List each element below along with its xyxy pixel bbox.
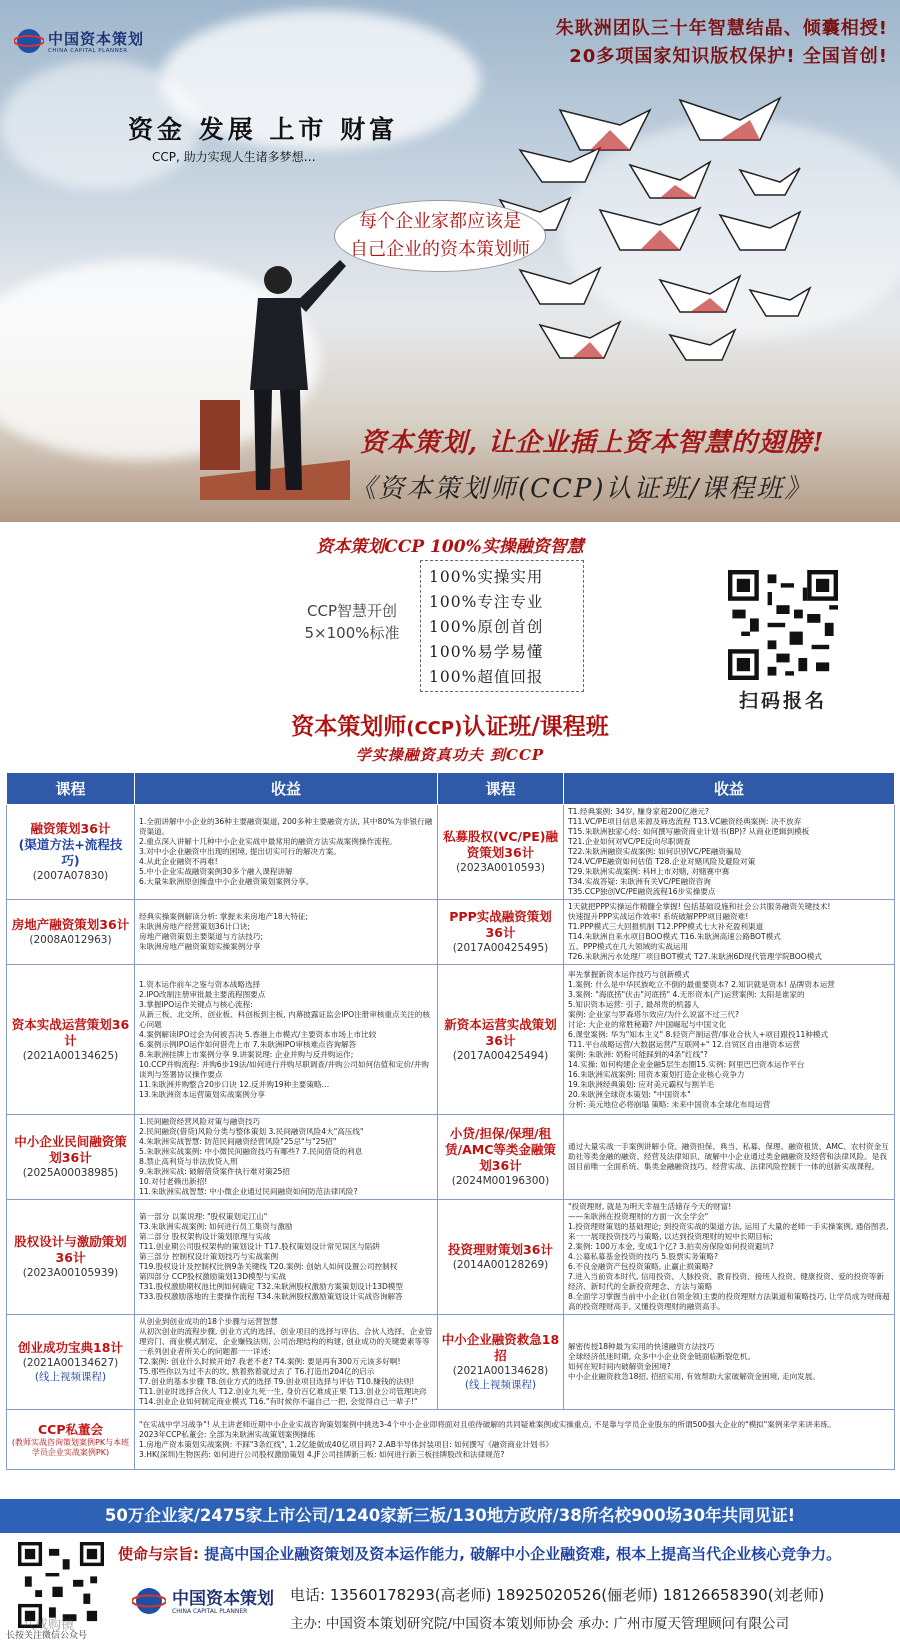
benefit-line: 3.HK(深圳)生物医药: 如何进行公司股权激励策划 4.JF公司挂牌新三板: 如何进行新三板挂牌股改和法律规范? — [139, 1449, 505, 1459]
testimonial-banner: 50万企业家/2475家上市公司/1240家新三板/130地方政府/38所名校900场30年共同见证! — [0, 1499, 900, 1533]
benefit-line: 讨论: 大企业的常胜秘籍? /中国崛起与中国文化 — [568, 1019, 727, 1029]
benefit-line: T35.CCP独创VC/PE融资流程16步实操要点 — [568, 887, 716, 896]
table-row — [7, 1200, 895, 1315]
course-name-cell — [438, 900, 564, 965]
intro-title: 资本策划CCP 100%实操融资智慧 — [316, 537, 584, 557]
table-row-private-board — [7, 1410, 895, 1470]
benefit-line: 快速提升PPP实战运作效率! 系统破解PPP项目融资难! — [568, 912, 749, 921]
benefit-line: 6.大量朱耿洲原创操盘中小企业融资策划案例分享。 — [139, 877, 314, 886]
percent-item: 100%原创首创 — [429, 618, 544, 636]
tagline-2: 20多项国家知识版权保护! 全国首创! — [569, 46, 888, 67]
benefit-line: 通过大量实战一手案例讲解小贷、融资担保、典当、私募、保理、融资租赁、AMC、农村资金互助社等类金融的融资、经营及法律知识、破解中小企业通过类金融融资及经营和法律风险。是我国目前唯一全面系统、集类金融融资技巧、经营实战、法律风险控制于一体的创新实战课程。 — [568, 1142, 889, 1171]
signup-qr-code[interactable] — [728, 570, 838, 680]
footer-logo — [132, 1578, 282, 1626]
course-benefit-cell — [135, 1115, 438, 1200]
course-benefit-cell — [564, 1200, 895, 1315]
percent-item: 100%实操实用 — [429, 568, 544, 586]
benefit-line: 案例: 企业家与罗森塔尔效应/为什么说富不过三代? — [568, 1009, 740, 1019]
table-row — [7, 805, 895, 900]
course-benefit-cell — [135, 805, 438, 900]
benefit-line: T31.股权激励期权池比例如何确定 T32.朱耿洲股权激励方案策划设计13D模型 — [139, 1282, 403, 1291]
course-format: (线上视频课程) — [34, 1371, 107, 1383]
benefit-line: 8.全面学习掌握当前中小企业(自领金领)主要的投资理财方法渠道和策略技巧, 让学员成为财商超高的投资理财高手, 又懂投资理财的融资高手。 — [568, 1292, 890, 1311]
course-subtitle: (教师实战咨询策划案例PK与本班学员企业实战案例PK) — [11, 1437, 130, 1457]
ccp-standard-line-2: 5×100%标准 — [304, 624, 400, 642]
benefit-line: 1.民间融资经营风险对策与融资技巧 — [139, 1117, 261, 1126]
course-benefit-cell — [564, 965, 895, 1115]
course-code: (2021A00134627) — [22, 1357, 119, 1369]
benefit-line: ——朱耿洲在投资理财的方面一次全学会" — [568, 1212, 709, 1221]
hero-banner — [0, 0, 900, 522]
hero-course-title: 《资本策划师(CCP)认证班/课程班》 — [350, 474, 813, 504]
course-benefit-cell — [135, 900, 438, 965]
course-code: (2007A07830) — [32, 870, 109, 882]
benefit-line: 3.对中小企业融资中出现的困境, 提出切实可行的解决方案。 — [139, 847, 341, 856]
course-benefit-cell — [135, 1410, 895, 1470]
benefit-line: 8.朱耿洲挂牌上市案例分享 9.讲案说理: 企业并购与反并购运作; — [139, 1049, 354, 1059]
course-benefit-cell — [564, 900, 895, 965]
course-title: 投资理财策划36计 — [448, 1242, 553, 1257]
course-name-cell — [7, 1315, 135, 1410]
main-title-part: 资本策划师 — [291, 714, 407, 740]
course-name-cell — [7, 965, 135, 1115]
benefit-line: T2.案例: 创业什么时候开始? 我老不老? T4.案例: 要是再有300万元该多好啊! — [139, 1357, 401, 1366]
course-code: (2021A00134625) — [22, 1049, 119, 1062]
slogan: 资金 发展 上市 财富 — [128, 115, 399, 144]
benefit-line: 2.案例: 100万本金, 变成1个亿? 3.拍卖房保险如何投资避坑? — [568, 1242, 774, 1251]
table-row — [7, 1115, 895, 1200]
course-title: 房地产融资策划36计 — [11, 917, 130, 932]
benefit-line: 第二部分 股权架构设计策划原理与实战 — [139, 1232, 271, 1241]
benefit-line: 朱耿洲房地产经营策划36计口诀; — [139, 922, 250, 931]
benefit-line: 从创业到创业成功的18个步骤与运营智慧 — [139, 1317, 278, 1326]
benefit-line: T26.朱耿洲污水处理厂项目BOT模式 T27.朱耿洲6D现代管理学院BOO模式 — [568, 952, 822, 961]
course-code: (2023A00105939) — [22, 1267, 119, 1279]
benefit-line: 5.知识资本运营: 引子, 最昂贵的机器人 — [568, 999, 699, 1009]
benefit-line: "在实战中学习战争"! 从主讲老师近期中小企业实战咨询策划案例中挑选3-4个中小企业即将面对且亟待破解的共同疑难案例或实操重点, 不是靠与学员企业股东的所谓500强大企业的"模拟"案例来学来讲来练。 — [139, 1419, 836, 1429]
benefit-line: 4.案例解读IPO过会为何被否决 5.香港上市模式/主要资本市场上市比较 — [139, 1029, 377, 1039]
company-logo — [14, 22, 154, 62]
benefit-line: 案例: 朱耿洲: 奶粉可能踩到的4条"红线"? — [568, 1049, 708, 1059]
benefit-line: 5.朱耿洲实战案例: 中小微民间融资技巧有哪些? 7.民间借贷的利息 — [139, 1147, 363, 1156]
benefit-line: T15.朱耿洲独家心经: 如何撰写融资商业计划书(BP)? 从商业逻辑到模板 — [568, 827, 810, 836]
benefit-line: 10.CCP并购流程: 并购6步19法/如何进行并购尽职调查/并购公司如何估值和定价/并购谈判与签署协议操作要点 — [139, 1059, 429, 1079]
benefit-line: 6.不良金融资产包投资策略, 止赢止损策略? — [568, 1262, 714, 1271]
benefit-line: 11.朱耿洲并购整合20步口诀 12.反并购19种主要策略… — [139, 1079, 330, 1089]
course-title: 私募股权(VC/PE)融资策划36计 — [442, 829, 559, 860]
benefit-line: 6.案例示例IPO运作如何借壳上市 7.朱耿洲IPO审核难点咨询解答 — [139, 1039, 357, 1049]
logo-subtext: CHINA CAPITAL PLANNER — [48, 48, 128, 54]
benefit-line: 9.朱耿洲实战: 破解借贷案件执行难对策25招 — [139, 1167, 290, 1176]
percent-list — [420, 560, 584, 692]
course-name-cell — [438, 1200, 564, 1315]
course-code: (2017A00425495) — [452, 942, 549, 954]
mission-label: 使命与宗旨: — [118, 1545, 199, 1563]
benefit-line: T22.朱耿洲融资实战案例: 如何识别VC/PE融资骗局 — [568, 847, 742, 856]
course-name-cell — [7, 1410, 135, 1470]
benefit-line: T33.股权激励落地的主要操作流程 T34.朱耿洲股权激励策划设计实战咨询解答 — [139, 1292, 403, 1301]
mission-statement — [118, 1543, 841, 1564]
course-name-cell — [7, 1200, 135, 1315]
benefit-line: 2023年CCP私董会: 全部为朱耿洲实战策划案例操练 — [139, 1429, 316, 1439]
course-name-cell — [7, 805, 135, 900]
benefit-line: 10.对付老赖出新招! — [139, 1177, 208, 1186]
benefit-line: 2.重点深入讲解十几种中小企业实战中最常用的融资方法实战案例操作流程。 — [139, 837, 397, 846]
benefit-line: 第一部分 以案说理: "股权策划定江山" — [139, 1212, 268, 1221]
benefit-line: 3.掌握IPO运作关键点与核心流程: — [139, 999, 253, 1009]
course-title: 资本实战运营策划36计 — [11, 1016, 130, 1048]
benefit-line: 1.房地产资本策划实战案例: 不踩"3条红线", 1.2亿能做成40亿项目吗? 2.AB半导体封装项目: 如何撰写《融资商业计划书》 — [139, 1439, 553, 1449]
course-benefit-cell — [135, 965, 438, 1115]
benefit-line: T21.企业如何对VC/PE反向尽职调查 — [568, 837, 691, 846]
benefit-line: T5.那些你以为过不去的坎, 熬着熬着就过去了 T6.打造出204亿的启示 — [139, 1367, 375, 1376]
slogan-sub: CCP, 助力实现人生诸多梦想… — [152, 150, 316, 164]
benefit-line: T19.股权设计及控制权比例9条关键线 T20.案例: 创始人如何设置公司控制权 — [139, 1262, 398, 1271]
course-title: PPP实战融资策划36计 — [449, 909, 552, 940]
course-code: (2021A00134628) — [452, 1365, 549, 1377]
course-code: (2024M00196300) — [451, 1175, 550, 1187]
course-title: 中小企业融资救急18招 — [441, 1332, 560, 1363]
course-table — [6, 772, 895, 1470]
hero-slogan-script: 资本策划, 让企业插上资本智慧的翅膀! — [360, 428, 825, 458]
businessman-figure — [200, 250, 350, 500]
percent-item: 100%易学易懂 — [429, 643, 544, 661]
benefit-line: T7.创业的基本步骤 T8.创业方式的选择 T9.创业项目选择与评估 T10.赚钱的法则! — [139, 1377, 415, 1386]
benefit-line: 1.全面讲解中小企业的36种主要融资渠道, 200多种主要融资方法, 其中80%为非银行融资渠道。 — [139, 817, 433, 836]
globe-icon — [14, 26, 44, 56]
benefit-line: 解密传授18种最为实用的快速融资方法技巧 — [568, 1342, 715, 1351]
benefit-line: 14.实操: 如何构建企业金融5层生态圈15.实例: 阿里巴巴资本运作平台 — [568, 1059, 805, 1069]
bubble-line-1: 每个企业家都应该是 — [359, 211, 521, 232]
benefit-line: 5.中小企业实战融资案例30多个融入课程讲解 — [139, 867, 293, 876]
benefit-line: 第三部分 控制权设计策划技巧与实战案例 — [139, 1252, 279, 1261]
benefit-line: 7.进入当前资本时代, 信用投资、人脉投资、教育投资、接班人投资、健康投资、爱的投资等新经济、新时代的全新投资理念、方法与策略 — [568, 1272, 884, 1291]
course-code: (2014A00128269) — [452, 1259, 549, 1271]
bubble-line-2: 自己企业的资本策划师 — [350, 239, 530, 260]
benefit-line: T24.VC/PE融资如何估值 T28.企业对赌风险及避险对策 — [568, 857, 756, 866]
benefit-line: T3.朱耿洲实战案例: 如何进行员工集资与激励 — [139, 1222, 293, 1231]
course-benefit-cell — [135, 1200, 438, 1315]
benefit-line: 4.从此企业融资不再难! — [139, 857, 218, 866]
course-format: (线上视频课程) — [464, 1379, 537, 1391]
watermark: 八戒购镜 — [22, 1618, 75, 1633]
benefit-line: 1天就把PPP实操运作精髓全掌握! 包括基础设施和社会公共服务融资关键技术! — [568, 902, 831, 911]
course-name-cell — [438, 965, 564, 1115]
ccp-standard — [292, 600, 412, 644]
benefit-line: 从新三板、北交所、创业板、科创板到主板, 内幕披露证监会IPO注册审核重点关注的核心问题 — [139, 1009, 430, 1029]
course-subtitle: (渠道方法+流程技巧) — [18, 837, 123, 868]
course-title: CCP私董会 — [37, 1421, 103, 1437]
course-main-title — [0, 708, 900, 741]
course-name-cell — [7, 1115, 135, 1200]
benefit-line: 经典实操案例解读分析: 掌握未来房地产18大特征; — [139, 912, 309, 921]
benefit-line: 3.案例: "海底捞"伏击"河底捞" 4.无形资本(产)运营案例: 太阳是谁家的 — [568, 989, 805, 999]
course-name-cell — [438, 1315, 564, 1410]
benefit-line: 从初次创业的流程步骤, 创业方式的选择、创业项目的选择与评估、合伙人选择、企业管理窍门、商业模式制定、企业赚钱法则, 公司治理结构的构建, 创业成功的关键要素等等一系列创业者所关心的问题都一一详述: — [139, 1327, 433, 1356]
mission-text: 提高中国企业融资策划及资本运作能力, 破解中小企业融资难, 根本上提高当代企业核心竞争力。 — [204, 1545, 842, 1563]
benefit-line: 全球经济低迷时期, 众多中小企业资金链面临断裂危机。 — [568, 1352, 756, 1361]
course-code: (2025A00038985) — [22, 1167, 119, 1179]
ccp-standard-line-1: CCP智慧开创 — [307, 602, 397, 620]
course-title: 融资策划36计 — [30, 821, 111, 836]
globe-icon — [132, 1584, 166, 1618]
benefit-line: 第四部分 CCP股权激励策划13D模型与实战 — [139, 1272, 287, 1281]
benefit-line: T11.创业时选择合伙人 T12.创业九死一生, 身价百亿难成正果 T13.创业公司管理诀窍 — [139, 1387, 427, 1396]
benefit-line: 分析: 美元地位必将崩塌 策略: 未来中国资本全球化布局运营 — [568, 1099, 771, 1109]
course-title: 创业成功宝典18计 — [18, 1340, 123, 1355]
benefit-line: 11.朱耿洲实战智慧: 中小微企业通过民间融资如何防范法律风险? — [139, 1187, 358, 1196]
footer-logo-text: 中国资本策划 — [172, 1589, 274, 1609]
course-code: (2008A012963) — [29, 934, 112, 946]
tagline-1: 朱耿洲团队三十年智慧结晶、倾囊相授! — [555, 18, 888, 39]
benefit-line: 1.案例: 什么是中华民族屹立不倒的最重要资本? 2.知识就是资本! 品牌资本运营 — [568, 979, 835, 989]
benefit-line: 19.朱耿洲经典策划: 应对美元霸权与割羊毛 — [568, 1079, 715, 1089]
benefit-line: 率先掌握新资本运作技巧与创新模式 — [568, 969, 690, 979]
qr-caption: 长按关注微信公众号 — [6, 1631, 88, 1641]
benefit-line: T1.经典案例: 34岁, 赚身家超200亿港元? — [568, 807, 709, 816]
table-row — [7, 1315, 895, 1410]
benefit-line: 如何在短时间内破解资金困境? — [568, 1362, 671, 1371]
benefit-line: 4.公募私募基金投资的技巧 5.股票实务策略? — [568, 1252, 719, 1261]
benefit-line: 朱耿洲房地产融资策划实操案例分享 — [139, 942, 261, 951]
contact-phones: 电话: 13560178293(高老师) 18925020526(俪老师) 18126658390(刘老师) — [290, 1586, 825, 1604]
benefit-line: T11.VC/PE项目信息来源及筛选流程 T13.VC融资经典案例: 决不放弃 — [568, 817, 802, 826]
benefit-line: 中小企业融资救急18招, 招招实用, 有效帮助大家破解资金困境, 走向发展。 — [568, 1372, 820, 1381]
benefit-line: T29.朱耿洲实战案例: 科H上市对赌, 对赌赛中赛 — [568, 867, 730, 876]
course-benefit-cell — [564, 1315, 895, 1410]
course-subtitle: 学实操融资真功夫 到CCP — [355, 746, 545, 764]
benefit-line: 1.资本运作前车之鉴与资本战略选择 — [139, 979, 261, 989]
course-title: 中小企业民间融资策划36计 — [14, 1134, 127, 1165]
header-benefit: 收益 — [135, 773, 438, 805]
benefit-line: T11.创业期公司股权架构的策划设计 T17.股权策划设计常见误区与陷阱 — [139, 1242, 380, 1251]
table-header-row — [7, 773, 895, 805]
course-title: 新资本运营实战策划36计 — [444, 1016, 557, 1048]
speech-bubble — [334, 200, 546, 272]
percent-item: 100%专注专业 — [429, 593, 544, 611]
course-title: 小贷/担保/保理/租赁/AMC等类金融策划36计 — [445, 1126, 556, 1173]
logo-text: 中国资本策划 — [48, 30, 145, 48]
header-course: 课程 — [438, 773, 564, 805]
organizers: 主办: 中国资本策划研究院/中国资本策划师协会 承办: 广州市厦天管理顾问有限公司 — [290, 1616, 790, 1632]
table-row — [7, 965, 895, 1115]
benefit-line: "投资理财, 就是为明天幸福生活储存今天的财富! — [568, 1202, 732, 1211]
benefit-line: 房地产融资策划主要渠道与方法技巧; — [139, 932, 264, 941]
qr-label: 扫码报名 — [738, 690, 827, 712]
course-benefit-cell — [564, 805, 895, 900]
footer-logo-subtext: CHINA CAPITAL PLANNER — [172, 1608, 248, 1615]
benefit-line: T14.创业企业如何制定商业模式 T16."有时候你不逼自己一把, 会觉得自己一辈子!" — [139, 1397, 418, 1406]
header-course: 课程 — [7, 773, 135, 805]
header-benefit: 收益 — [564, 773, 895, 805]
course-benefit-cell — [564, 1115, 895, 1200]
course-name-cell — [7, 900, 135, 965]
course-title: 股权设计与激励策划36计 — [14, 1234, 127, 1265]
benefit-line: T1.PPP模式三大回报机制 T12.PPP模式七大补充盈利渠道 — [568, 922, 764, 931]
main-title-tail: 认证班/课程班 — [462, 714, 609, 740]
benefit-line: 13.朱耿洲资本运营策划实战案例分享 — [139, 1089, 265, 1099]
benefit-line: 6.课堂案例: 华为"知本主义" 8.轻资产制运营/事业合伙人+项目跟投11种模式 — [568, 1029, 829, 1039]
benefit-line: 2.IPO改制注册审批最主要流程图要点 — [139, 989, 266, 999]
course-code: (2017A00425494) — [452, 1049, 549, 1062]
table-row — [7, 900, 895, 965]
benefit-line: 五、PPP模式在几大领域的实战运用 — [568, 942, 689, 951]
percent-item: 100%超值回报 — [429, 668, 544, 686]
benefit-line: 4.朱耿洲实战智慧: 防范民间融资经营风险"25忌"与"25招" — [139, 1137, 337, 1146]
course-code: (2023A0010593) — [456, 862, 545, 874]
benefit-line: 16.朱耿洲实战案例: 用资本策划打造企业核心竞争力 — [568, 1069, 745, 1079]
benefit-line: T34.实战答疑: 朱耿洲有关VC/PE融资咨询 — [568, 877, 711, 886]
benefit-line: 8.禁止高利贷与非法放贷入刑 — [139, 1157, 238, 1166]
benefit-line: 20.朱耿洲全球资本策划: "中国资本" — [568, 1089, 691, 1099]
benefit-line: 1.投资理财策划的基础理论; 到投资实战的渠道方法, 运用了大量的老师一手实操案例, 通俗图表, 来一一展现投资技巧与策略, 以达到投资理财的短中长期目标; — [568, 1222, 889, 1241]
course-name-cell — [438, 1115, 564, 1200]
chimney — [200, 400, 240, 470]
benefit-line: 2.民间融资(借贷)风险分类与整体策划 3.民间融资风险4大"高压线" — [139, 1127, 364, 1136]
course-name-cell — [438, 805, 564, 900]
main-title-ccp: (CCP) — [406, 718, 463, 739]
benefit-line: T14.朱耿洲自来水项目BOO模式 T16.朱耿洲高速公路BOT模式 — [568, 932, 781, 941]
benefit-line: T11.平台战略运营/大数据运营/"互联网+" 12.自贸区自由港资本运营 — [568, 1039, 800, 1049]
course-benefit-cell — [135, 1315, 438, 1410]
